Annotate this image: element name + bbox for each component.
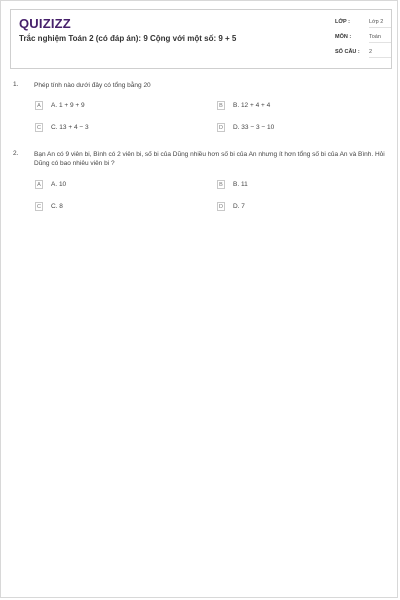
option-letter-box: C (35, 202, 43, 211)
worksheet-title: Trắc nghiệm Toán 2 (có đáp án): 9 Cộng với một số: 9 + 5 (19, 34, 237, 43)
meta-question-count-label: SỐ CÂU : (335, 49, 360, 55)
option-text: D. 7 (233, 203, 245, 210)
option-letter-box: A (35, 101, 43, 110)
option-text: A. 1 + 9 + 9 (51, 102, 85, 109)
question-text: Phép tính nào dưới đây có tổng bằng 20 (34, 82, 151, 89)
meta-question-count (335, 47, 385, 59)
option-text: B. 12 + 4 + 4 (233, 102, 271, 109)
meta-question-count-value: 2 (369, 47, 391, 58)
option-letter-box: B (217, 180, 225, 189)
meta-subject-value: Toán (369, 32, 391, 43)
question-number: 2. (13, 150, 19, 157)
option-text: D. 33 − 3 − 10 (233, 124, 275, 131)
option-letter-box: D (217, 202, 225, 211)
meta-class-label: LỚP : (335, 19, 350, 25)
meta-subject-label: MÔN : (335, 34, 352, 40)
meta-class-value: Lớp 2 (369, 17, 391, 28)
option-text: C. 8 (51, 203, 63, 210)
option-text: C. 13 + 4 − 3 (51, 124, 89, 131)
meta-subject (335, 32, 385, 44)
meta-class (335, 17, 385, 29)
question-number: 1. (13, 81, 19, 88)
option-letter-box: C (35, 123, 43, 132)
option-letter-box: B (217, 101, 225, 110)
worksheet-header (10, 9, 392, 69)
option-letter-box: D (217, 123, 225, 132)
option-letter-box: A (35, 180, 43, 189)
quizizz-logo: QUIZIZZ (19, 16, 71, 31)
option-text: A. 10 (51, 181, 67, 188)
question-text: Bạn An có 9 viên bi, Bình có 2 viên bi, số bi của Dũng nhiều hơn số bi của An nhưng ít hơn tổng số bi của An và Bình. Hỏi Dũng có bao nhiêu viên bi ? (34, 151, 385, 167)
option-text: B. 11 (233, 181, 248, 188)
